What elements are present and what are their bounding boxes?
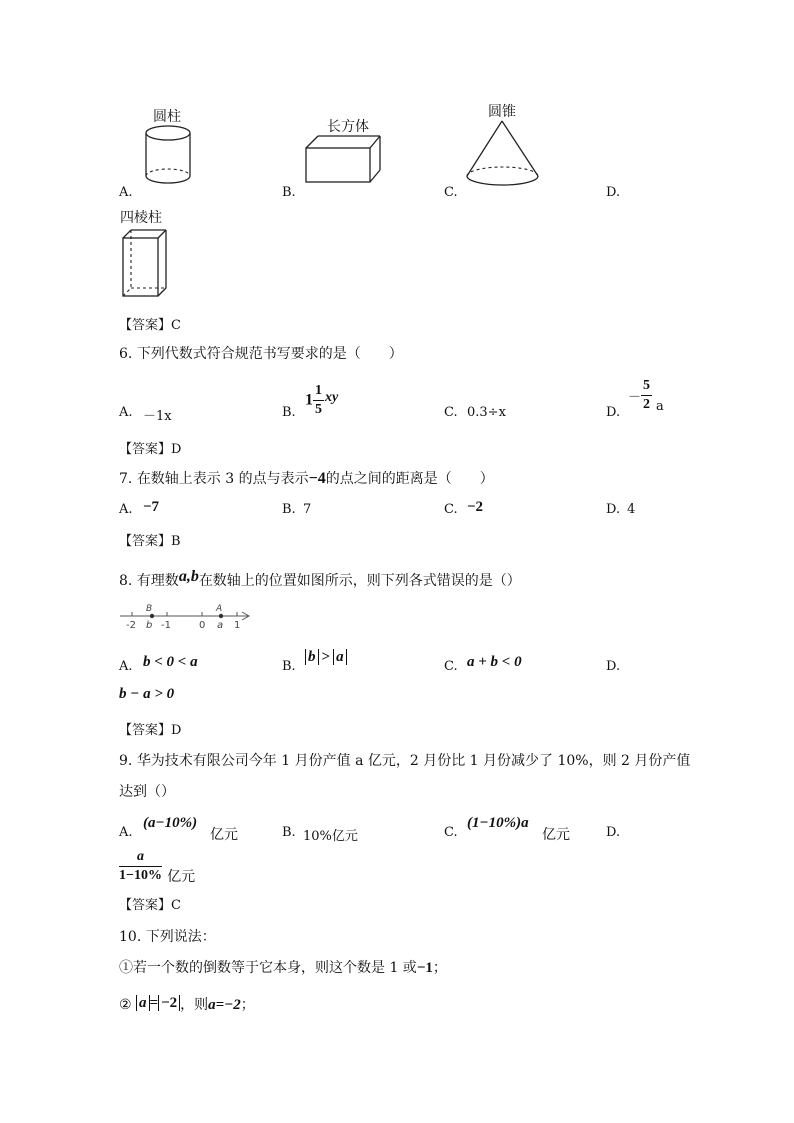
item-mid: ，则 xyxy=(180,997,209,1013)
item-text: ①若一个数的倒数等于它本身，则这个数是 1 或 xyxy=(119,960,417,976)
answer-tag: 【答案】 xyxy=(119,898,172,913)
q9-option-a-math: (a−10%) xyxy=(143,815,198,831)
cuboid-figure xyxy=(302,132,386,188)
q9-option-c-math: (1−10%)a xyxy=(467,815,529,831)
fraction-denominator: 5 xyxy=(315,402,322,417)
abs-a: a xyxy=(333,649,347,665)
q6-option-d-math xyxy=(628,379,664,414)
question-text: 华为技术有限公司今年 1 月份产值 a 亿元，2 月份比 1 月份减少了 10%，则 2 月份产值 xyxy=(136,753,691,769)
answer-value: C xyxy=(171,898,181,913)
tick-label: 0 xyxy=(199,620,206,631)
q8-option-a-text: b < 0 < a xyxy=(143,654,198,670)
variables: xy xyxy=(325,390,339,405)
answer-value: B xyxy=(171,534,181,549)
q6-option-c-text: 0.3÷x xyxy=(467,405,506,420)
q10-item-1 xyxy=(119,957,447,977)
q8-stem xyxy=(119,568,521,590)
item-end: ； xyxy=(432,960,447,976)
answer-value: C xyxy=(171,318,181,333)
question-number: 10. xyxy=(119,929,142,945)
q9-option-c-label: C. xyxy=(444,825,458,840)
question-math: a,b xyxy=(178,568,199,585)
q7-option-b-text: 7 xyxy=(303,502,312,517)
q6-option-a-label: A. xyxy=(119,405,133,420)
point-b-upper-label: B xyxy=(146,604,153,614)
q10-item-2 xyxy=(119,994,255,1014)
mixed-whole: 1 xyxy=(305,391,313,409)
q8-option-d-label: D. xyxy=(606,659,621,674)
q9-option-a-label: A. xyxy=(119,825,133,840)
cone-label: 圆锥 xyxy=(488,104,516,120)
q7-answer xyxy=(119,530,181,549)
q7-option-b-label: B. xyxy=(282,502,296,517)
point-b xyxy=(150,614,154,618)
item-math: a=−2 xyxy=(208,997,241,1013)
prism-figure xyxy=(118,226,174,300)
q7-stem xyxy=(119,468,494,488)
q5-option-b-label: B. xyxy=(282,185,296,200)
q6-answer xyxy=(119,438,181,457)
q9-option-a-unit: 亿元 xyxy=(210,827,238,843)
q5-option-d-label: D. xyxy=(606,185,621,200)
fraction xyxy=(641,379,652,412)
item-end: ； xyxy=(240,997,255,1013)
question-text-part2: 在数轴上的位置如图所示，则下列各式错误的是（） xyxy=(198,573,521,589)
question-text-part1: 有理数 xyxy=(136,573,179,589)
cylinder-label: 圆柱 xyxy=(153,109,181,125)
q8-option-c-text: a + b < 0 xyxy=(467,654,522,670)
answer-tag: 【答案】 xyxy=(119,534,172,549)
answer-tag: 【答案】 xyxy=(119,723,172,738)
item-math: −1 xyxy=(416,960,433,976)
q9-stem-line1 xyxy=(119,750,690,770)
minus-sign: － xyxy=(628,390,642,405)
q7-option-c-label: C. xyxy=(444,502,458,517)
q7-option-a-label: A. xyxy=(119,502,133,517)
answer-value: D xyxy=(171,723,182,738)
q10-stem xyxy=(119,926,216,946)
q8-option-c-label: C. xyxy=(444,659,458,674)
fraction-numerator: a xyxy=(119,850,162,867)
q6-option-b-math xyxy=(305,384,338,417)
fraction xyxy=(119,850,162,883)
answer-tag: 【答案】 xyxy=(119,318,172,333)
q9-option-c-unit: 亿元 xyxy=(542,827,570,843)
operator: > xyxy=(321,649,331,665)
q6-option-b-label: B. xyxy=(282,405,296,420)
question-text-part1: 在数轴上表示 3 的点与表示 xyxy=(136,471,309,487)
q7-option-d-label: D. xyxy=(606,502,621,517)
point-a-lower-label: a xyxy=(217,620,224,631)
item-math-abs xyxy=(136,995,180,1011)
question-math: −4 xyxy=(308,470,326,487)
answer-value: D xyxy=(171,442,182,457)
point-a xyxy=(219,614,223,618)
q5-option-a-label: A. xyxy=(119,185,133,200)
question-text: 下列代数式符合规范书写要求的是（ ） xyxy=(136,346,403,362)
q8-option-d-text: b − a > 0 xyxy=(119,686,175,702)
question-number: 6. xyxy=(119,346,133,362)
tick-label: 1 xyxy=(234,620,241,631)
q7-option-d-text: 4 xyxy=(627,502,636,517)
abs-b: b xyxy=(305,649,319,665)
q9-stem-line2: 达到（） xyxy=(119,784,175,800)
abs-a: a xyxy=(136,995,150,1011)
cylinder-figure xyxy=(140,124,200,188)
prism-label: 四棱柱 xyxy=(120,210,162,226)
q9-option-b-text: 10%亿元 xyxy=(303,829,358,844)
fraction-numerator: 5 xyxy=(641,379,652,396)
q9-option-d-label: D. xyxy=(606,825,621,840)
item-mark: ② xyxy=(119,997,132,1013)
point-a-upper-label: A xyxy=(216,604,223,614)
q5-answer xyxy=(119,314,181,333)
q6-option-a-text: －1x xyxy=(143,409,172,424)
fraction-denominator: 1−10% xyxy=(119,868,162,883)
mixed-fraction xyxy=(313,384,324,417)
question-text: 下列说法： xyxy=(145,929,216,945)
question-text-part2: 的点之间的距离是（ ） xyxy=(325,471,494,487)
variable: a xyxy=(656,399,664,414)
box-label: 长方体 xyxy=(327,119,369,135)
q8-answer xyxy=(119,719,181,738)
answer-tag: 【答案】 xyxy=(119,442,172,457)
q6-stem xyxy=(119,343,403,363)
q9-option-d-math xyxy=(119,850,195,886)
q6-option-c-label: C. xyxy=(444,405,458,420)
number-line xyxy=(118,601,258,633)
q8-option-b-math xyxy=(305,649,347,666)
q7-option-a-text: −7 xyxy=(143,499,160,515)
point-b-lower-label: b xyxy=(146,620,153,631)
tick-label: -1 xyxy=(161,620,171,631)
unit: 亿元 xyxy=(167,869,196,885)
question-number: 8. xyxy=(119,573,133,589)
fraction-numerator: 1 xyxy=(313,384,324,401)
q7-option-c-text: −2 xyxy=(467,499,484,515)
fraction-denominator: 2 xyxy=(643,397,651,412)
question-number: 7. xyxy=(119,471,133,487)
equals: = xyxy=(149,995,159,1011)
q5-option-c-label: C. xyxy=(444,185,458,200)
q9-option-b-label: B. xyxy=(282,825,296,840)
q8-option-a-label: A. xyxy=(119,659,133,674)
q8-option-b-label: B. xyxy=(282,659,296,674)
abs-minus-two: −2 xyxy=(158,995,180,1011)
question-number: 9. xyxy=(119,753,133,769)
q9-answer xyxy=(119,894,181,913)
tick-label: -2 xyxy=(126,620,136,631)
cone-figure xyxy=(462,118,544,190)
q6-option-d-label: D. xyxy=(606,405,621,420)
